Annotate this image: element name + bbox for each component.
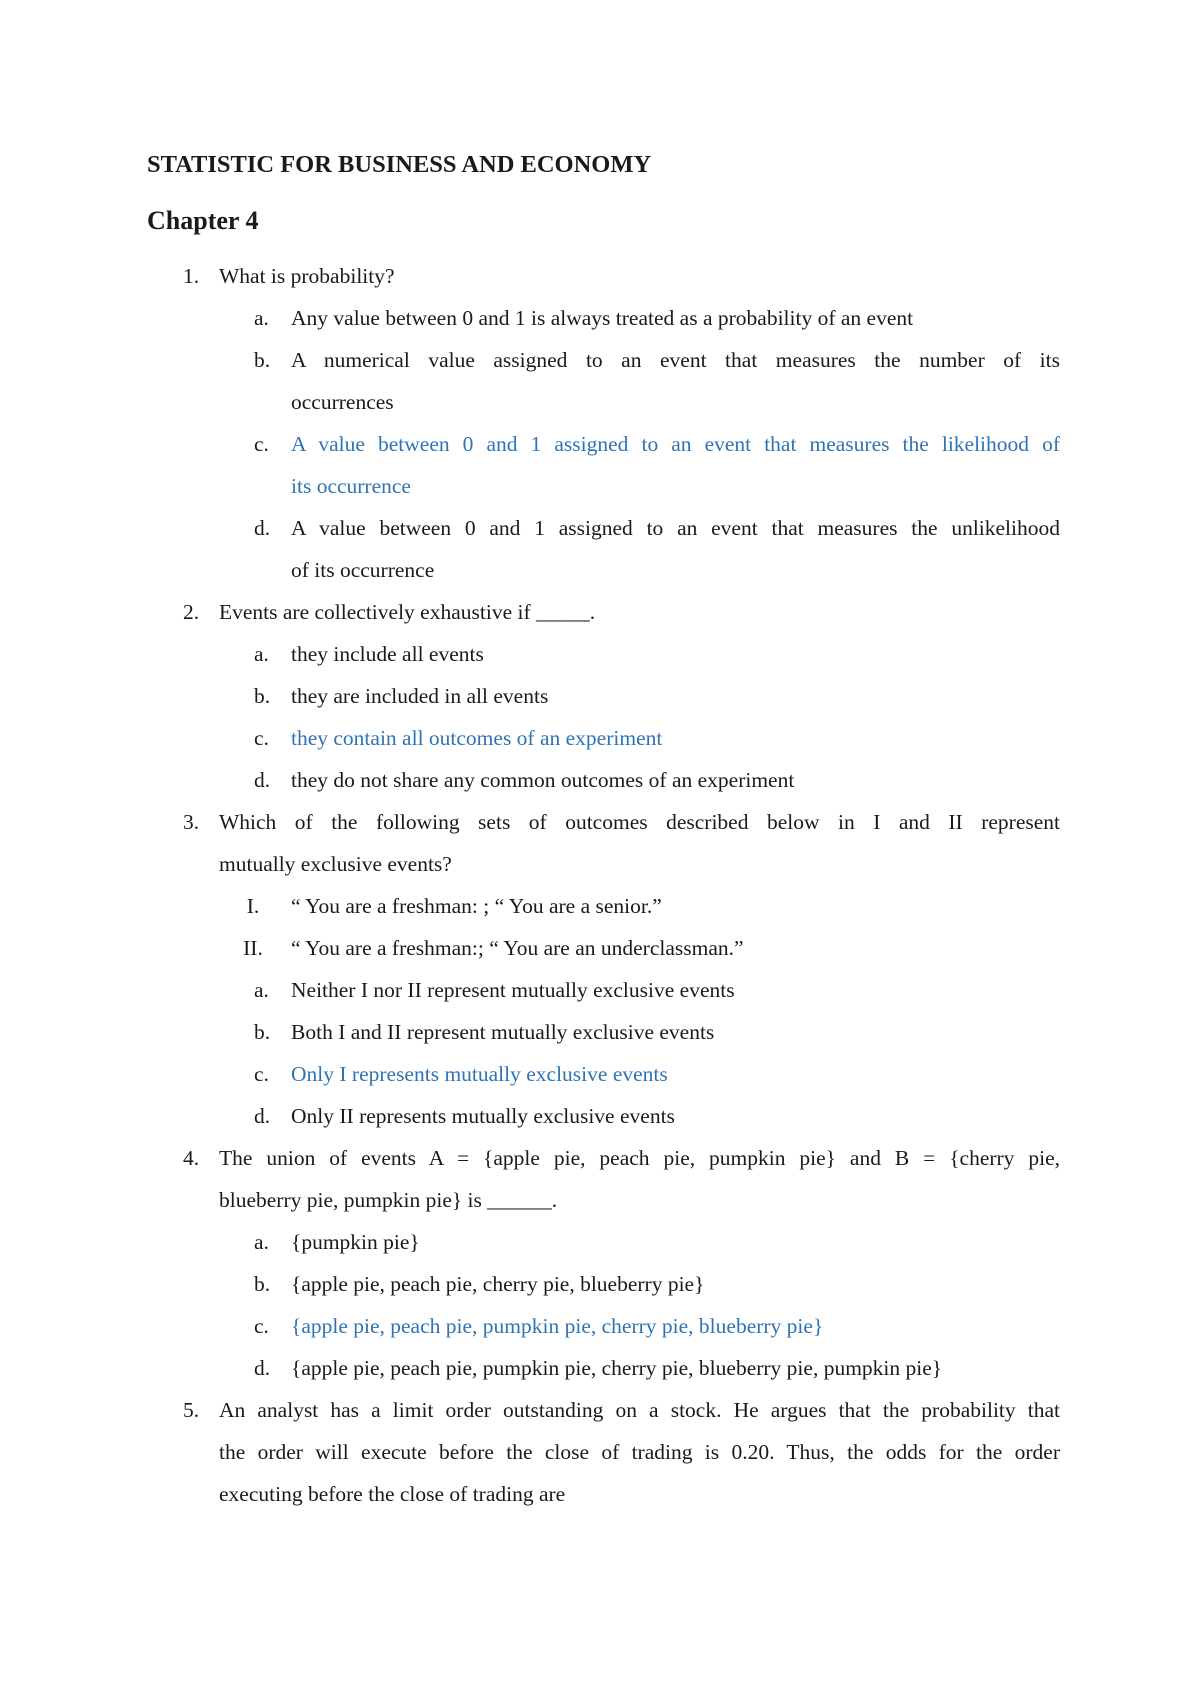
option-letter: d. (254, 1356, 271, 1380)
document-page (147, 145, 1060, 1515)
question-text: The union of events A = {apple pie, peach pie, pumpkin pie} and B = {cherry pie, (219, 1146, 1060, 1170)
question-number: 2. (183, 600, 200, 624)
statement-text: “ You are a freshman: ; “ You are a senior.” (291, 894, 662, 918)
chapter-heading: Chapter 4 (147, 206, 259, 235)
statement-numeral: II. (243, 936, 263, 960)
option-c-continued (147, 465, 1060, 507)
option-d-continued (147, 549, 1060, 591)
option-b (147, 1263, 1060, 1305)
option-d (147, 759, 1060, 801)
question-line (147, 255, 1060, 297)
question-text: blueberry pie, pumpkin pie} is ______. (219, 1188, 558, 1212)
statement-text: “ You are a freshman:; “ You are an underclassman.” (291, 936, 744, 960)
question-line (147, 591, 1060, 633)
question-3 (147, 801, 1060, 1137)
document-title: STATISTIC FOR BUSINESS AND ECONOMY (147, 151, 652, 178)
option-letter: d. (254, 516, 271, 540)
option-c-answer (147, 717, 1060, 759)
question-text: executing before the close of trading are (219, 1482, 566, 1506)
option-b (147, 339, 1060, 381)
question-text: An analyst has a limit order outstanding on a stock. He argues that the probability that (219, 1398, 1060, 1422)
option-letter: d. (254, 1104, 271, 1128)
option-text: of its occurrence (291, 558, 435, 582)
option-c-answer (147, 1053, 1060, 1095)
question-line (147, 801, 1060, 843)
option-text: {apple pie, peach pie, pumpkin pie, cherry pie, blueberry pie} (291, 1314, 824, 1338)
question-text: the order will execute before the close of trading is 0.20. Thus, the odds for the order (219, 1440, 1060, 1464)
option-d (147, 507, 1060, 549)
option-letter: b. (254, 1272, 271, 1296)
option-a (147, 1221, 1060, 1263)
option-text: A value between 0 and 1 assigned to an event that measures the likelihood of (291, 432, 1060, 456)
question-text: mutually exclusive events? (219, 852, 452, 876)
option-text: {pumpkin pie} (291, 1230, 420, 1254)
question-text: Which of the following sets of outcomes described below in I and II represent (219, 810, 1060, 834)
option-c-answer (147, 423, 1060, 465)
option-text: Only II represents mutually exclusive events (291, 1104, 675, 1128)
option-d (147, 1347, 1060, 1389)
option-letter: c. (254, 432, 269, 456)
question-number: 3. (183, 810, 200, 834)
option-b (147, 1011, 1060, 1053)
option-a (147, 969, 1060, 1011)
question-2 (147, 591, 1060, 801)
option-text: occurrences (291, 390, 394, 414)
option-b-continued (147, 381, 1060, 423)
option-letter: b. (254, 348, 271, 372)
option-letter: b. (254, 1020, 271, 1044)
option-text: they do not share any common outcomes of an experiment (291, 768, 795, 792)
question-list (147, 255, 1060, 1515)
option-text: {apple pie, peach pie, pumpkin pie, cherry pie, blueberry pie, pumpkin pie} (291, 1356, 943, 1380)
option-letter: c. (254, 726, 269, 750)
option-a (147, 297, 1060, 339)
question-text: What is probability? (219, 264, 395, 288)
option-b (147, 675, 1060, 717)
option-text: they are included in all events (291, 684, 549, 708)
option-letter: c. (254, 1062, 269, 1086)
question-text: Events are collectively exhaustive if _____. (219, 600, 596, 624)
option-text: they contain all outcomes of an experiment (291, 726, 663, 750)
question-line-continued (147, 1431, 1060, 1473)
question-5 (147, 1389, 1060, 1515)
question-1 (147, 255, 1060, 591)
option-letter: c. (254, 1314, 269, 1338)
question-line-continued (147, 1179, 1060, 1221)
statement-numeral: I. (246, 894, 260, 918)
option-text: Only I represents mutually exclusive events (291, 1062, 668, 1086)
option-text: {apple pie, peach pie, cherry pie, blueberry pie} (291, 1272, 705, 1296)
question-number: 1. (183, 264, 200, 288)
question-line (147, 1389, 1060, 1431)
option-letter: a. (254, 642, 269, 666)
option-text: Any value between 0 and 1 is always treated as a probability of an event (291, 306, 914, 330)
option-text: its occurrence (291, 474, 411, 498)
question-4 (147, 1137, 1060, 1389)
option-text: Both I and II represent mutually exclusive events (291, 1020, 715, 1044)
option-c-answer (147, 1305, 1060, 1347)
question-number: 4. (183, 1146, 200, 1170)
statement-i (147, 885, 1060, 927)
option-text: A value between 0 and 1 assigned to an event that measures the unlikelihood (291, 516, 1060, 540)
option-text: Neither I nor II represent mutually exclusive events (291, 978, 735, 1002)
option-letter: d. (254, 768, 271, 792)
question-line-continued (147, 1473, 1060, 1515)
option-letter: b. (254, 684, 271, 708)
question-number: 5. (183, 1398, 200, 1422)
option-letter: a. (254, 1230, 269, 1254)
option-d (147, 1095, 1060, 1137)
option-letter: a. (254, 306, 269, 330)
option-a (147, 633, 1060, 675)
option-letter: a. (254, 978, 269, 1002)
statement-ii (147, 927, 1060, 969)
question-line (147, 1137, 1060, 1179)
option-text: they include all events (291, 642, 484, 666)
option-text: A numerical value assigned to an event that measures the number of its (291, 348, 1060, 372)
question-line-continued (147, 843, 1060, 885)
